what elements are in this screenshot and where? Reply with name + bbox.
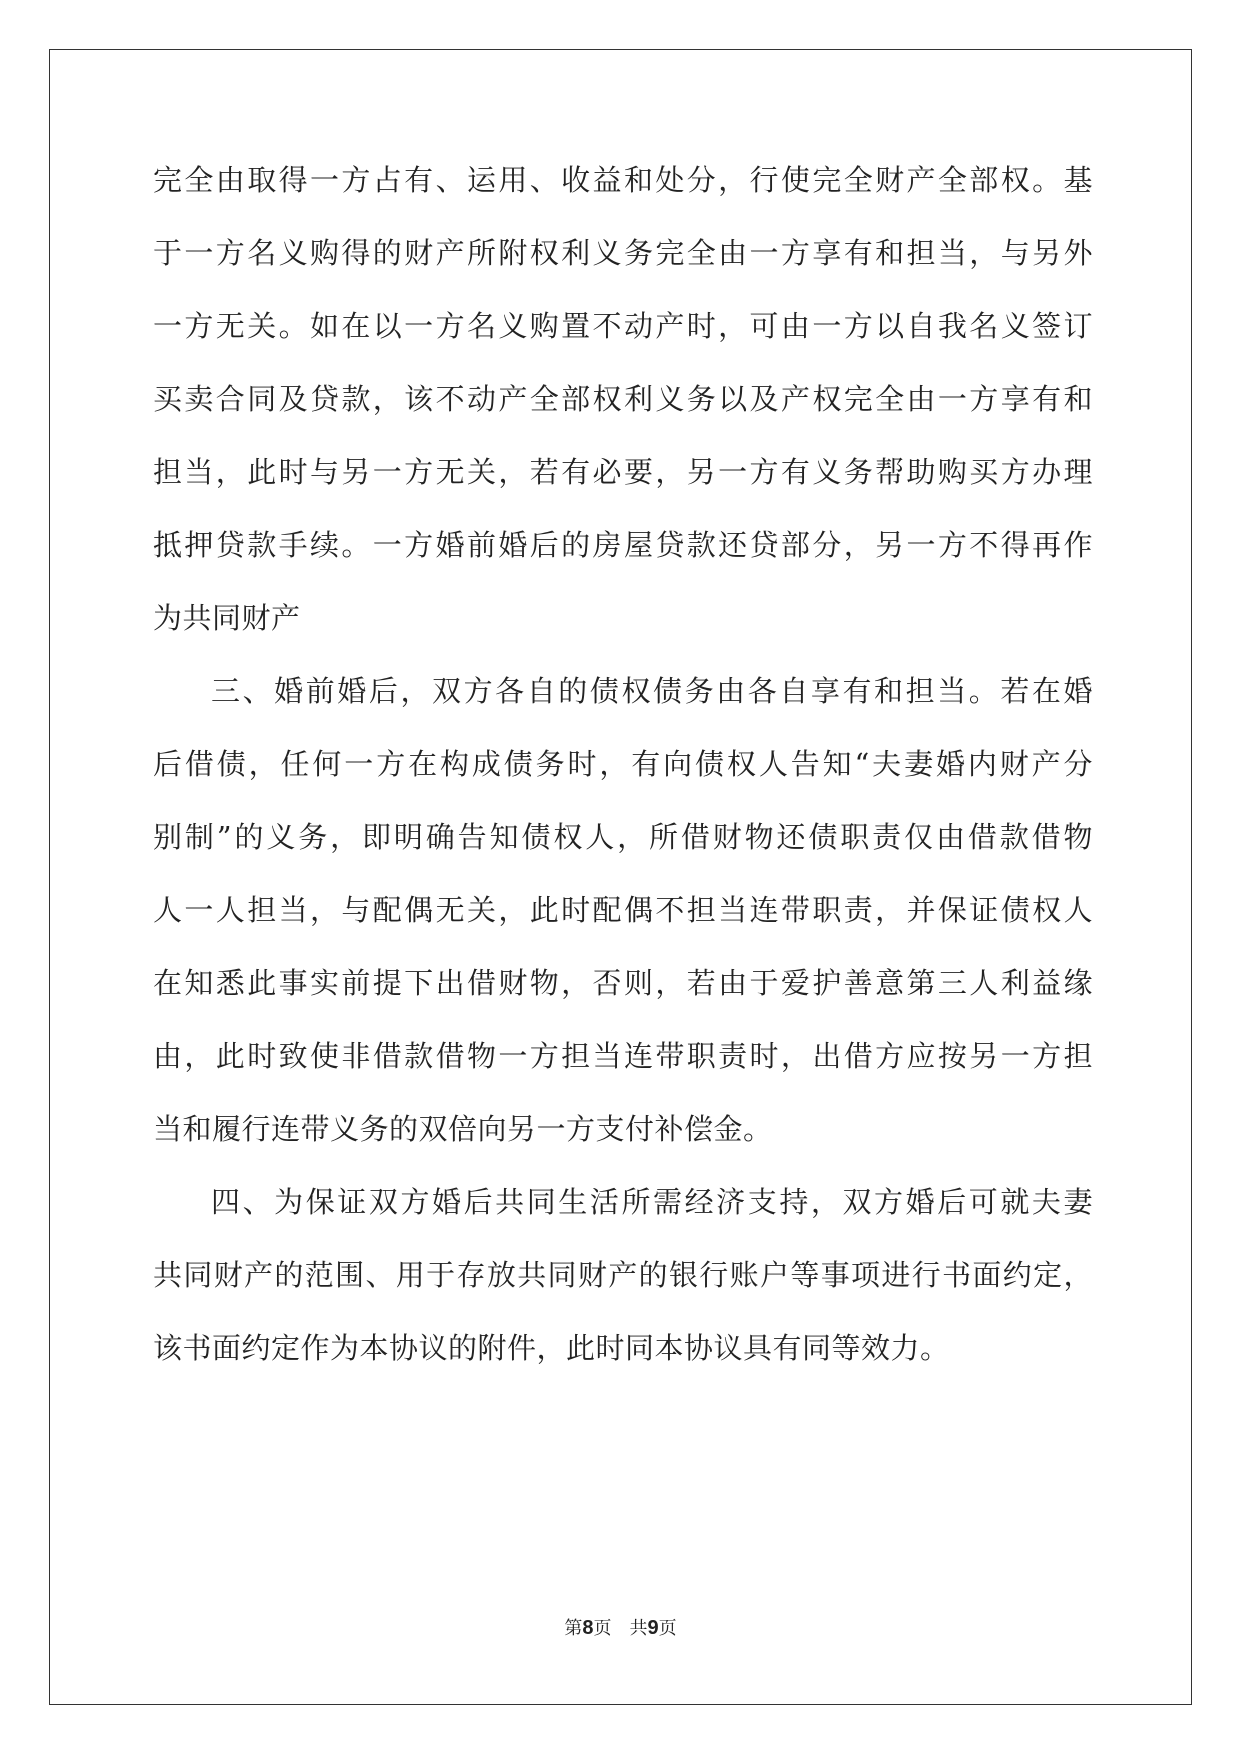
current-page-number: 8 (582, 1617, 594, 1639)
text-line: 为共同财产 (153, 601, 301, 635)
text-line: 于一方名义购得的财产所附权利义务完全由一方享有和担当，与另外 (153, 236, 1093, 270)
paragraph-first-line: 三、婚前婚后，双方各自的债权债务由各自享有和担当。若在婚 (211, 674, 1093, 708)
text-line: 由，此时致使非借款借物一方担当连带职责时，出借方应按另一方担 (153, 1039, 1093, 1073)
text-line: 抵押贷款手续。一方婚前婚后的房屋贷款还贷部分，另一方不得再作 (153, 528, 1093, 562)
total-prefix: 共 (629, 1618, 648, 1639)
text-line: 后借债，任何一方在构成债务时，有向债权人告知“夫妻婚内财产分 (153, 747, 1093, 781)
text-line: 人一人担当，与配偶无关，此时配偶不担当连带职责，并保证债权人 (153, 893, 1093, 927)
text-line: 别制”的义务，即明确告知债权人，所借财物还债职责仅由借款借物 (153, 820, 1093, 854)
text-line: 该书面约定作为本协议的附件，此时同本协议具有同等效力。 (153, 1331, 950, 1365)
paragraph-first-line: 四、为保证双方婚后共同生活所需经济支持，双方婚后可就夫妻 (211, 1185, 1093, 1219)
page-prefix: 第 (564, 1618, 583, 1639)
text-line: 当和履行连带义务的双倍向另一方支付补偿金。 (153, 1112, 773, 1146)
text-line: 完全由取得一方占有、运用、收益和处分，行使完全财产全部权。基 (153, 163, 1093, 197)
text-line: 在知悉此事实前提下出借财物，否则，若由于爱护善意第三人利益缘 (153, 966, 1093, 1000)
total-page-number: 9 (647, 1617, 659, 1639)
text-line: 一方无关。如在以一方名义购置不动产时，可由一方以自我名义签订 (153, 309, 1093, 343)
text-line: 买卖合同及贷款，该不动产全部权利义务以及产权完全由一方享有和 (153, 382, 1093, 416)
text-line: 担当，此时与另一方无关，若有必要，另一方有义务帮助购买方办理 (153, 455, 1093, 489)
total-suffix: 页 (658, 1618, 677, 1639)
page-footer (0, 1616, 1241, 1641)
page-suffix: 页 (593, 1618, 612, 1639)
page-border (49, 49, 1192, 1705)
text-line: 共同财产的范围、用于存放共同财产的银行账户等事项进行书面约定， (153, 1258, 1093, 1292)
